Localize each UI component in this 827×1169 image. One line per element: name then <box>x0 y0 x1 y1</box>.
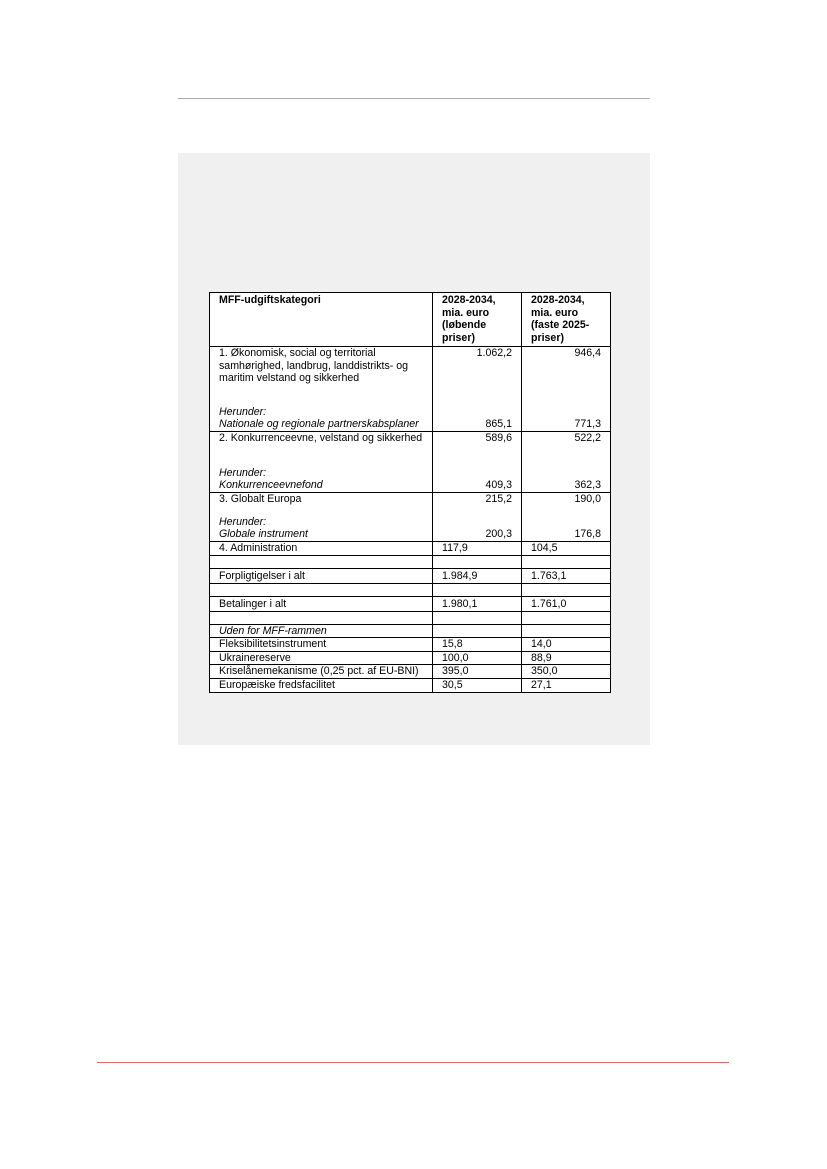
spacer-row <box>210 583 611 596</box>
value-constant: 522,2 <box>574 432 601 444</box>
category-label: 4. Administration <box>210 542 433 556</box>
sub-label: Konkurrenceevnefond <box>219 479 323 492</box>
outside-heading: Uden for MFF-rammen <box>210 624 433 638</box>
value-cell <box>433 347 522 432</box>
category-cell <box>210 432 433 493</box>
category-label: 2. Konkurrenceevne, velstand og sikkerhed <box>219 432 423 444</box>
outside-constant: 27,1 <box>522 678 611 692</box>
outside-heading-row <box>210 624 611 638</box>
value-cell <box>433 432 522 493</box>
footer-divider <box>97 1062 729 1063</box>
category-label: 3. Globalt Europa <box>219 493 302 505</box>
spacer-row <box>210 611 611 624</box>
outside-constant: 88,9 <box>522 651 611 665</box>
sub-heading: Herunder: <box>219 515 267 528</box>
value-current: 1.062,2 <box>476 347 512 359</box>
outside-current: 395,0 <box>433 665 522 679</box>
table-row <box>210 432 611 493</box>
category-cell <box>210 347 433 432</box>
mff-budget-table <box>209 292 611 693</box>
value-constant: 190,0 <box>574 493 601 505</box>
value-cell <box>522 493 611 542</box>
outside-label: Europæiske fredsfacilitet <box>210 678 433 692</box>
sub-value-constant: 771,3 <box>574 418 601 431</box>
table-row <box>210 665 611 679</box>
payments-row <box>210 596 611 611</box>
commitments-row <box>210 568 611 583</box>
outside-constant: 14,0 <box>522 638 611 652</box>
sub-value-current: 865,1 <box>485 418 512 431</box>
value-cell <box>522 432 611 493</box>
value-cell <box>522 347 611 432</box>
table-row <box>210 493 611 542</box>
top-divider <box>178 98 650 99</box>
header-category: MFF-udgiftskategori <box>210 293 433 347</box>
sub-label: Globale instrument <box>219 528 308 541</box>
value-current: 589,6 <box>485 432 512 444</box>
header-constant-prices: 2028-2034, mia. euro (faste 2025-priser) <box>522 293 611 347</box>
outside-current: 15,8 <box>433 638 522 652</box>
commitments-label: Forpligtigelser i alt <box>210 568 433 583</box>
value-constant: 946,4 <box>574 347 601 359</box>
value-current: 215,2 <box>485 493 512 505</box>
value-cell <box>433 493 522 542</box>
outside-constant: 350,0 <box>522 665 611 679</box>
sub-label: Nationale og regionale partnerskabsplaner <box>219 418 419 431</box>
commitments-current: 1.984,9 <box>433 568 522 583</box>
outside-current: 100,0 <box>433 651 522 665</box>
value-constant: 104,5 <box>522 542 611 556</box>
value-current: 117,9 <box>433 542 522 556</box>
sub-value-current: 200,3 <box>485 528 512 541</box>
outside-current: 30,5 <box>433 678 522 692</box>
table-row <box>210 651 611 665</box>
commitments-constant: 1.763,1 <box>522 568 611 583</box>
payments-current: 1.980,1 <box>433 596 522 611</box>
sub-value-current: 409,3 <box>485 479 512 492</box>
sub-heading: Herunder: <box>219 466 267 479</box>
table-row <box>210 347 611 432</box>
sub-value-constant: 176,8 <box>574 528 601 541</box>
table-row <box>210 638 611 652</box>
sub-heading: Herunder: <box>219 405 267 418</box>
table-row <box>210 542 611 556</box>
spacer-row <box>210 555 611 568</box>
category-label: 1. Økonomisk, social og territorial samhørighed, landbrug, landdistrikts- og maritim velstand og sikkerhed <box>219 347 409 385</box>
header-current-prices: 2028-2034, mia. euro (løbende priser) <box>433 293 522 347</box>
category-cell <box>210 493 433 542</box>
payments-label: Betalinger i alt <box>210 596 433 611</box>
table-header-row <box>210 293 611 347</box>
payments-constant: 1.761,0 <box>522 596 611 611</box>
table-row <box>210 678 611 692</box>
outside-label: Fleksibilitetsinstrument <box>210 638 433 652</box>
outside-label: Kriselånemekanisme (0,25 pct. af EU-BNI) <box>210 665 433 679</box>
sub-value-constant: 362,3 <box>574 479 601 492</box>
outside-label: Ukrainereserve <box>210 651 433 665</box>
